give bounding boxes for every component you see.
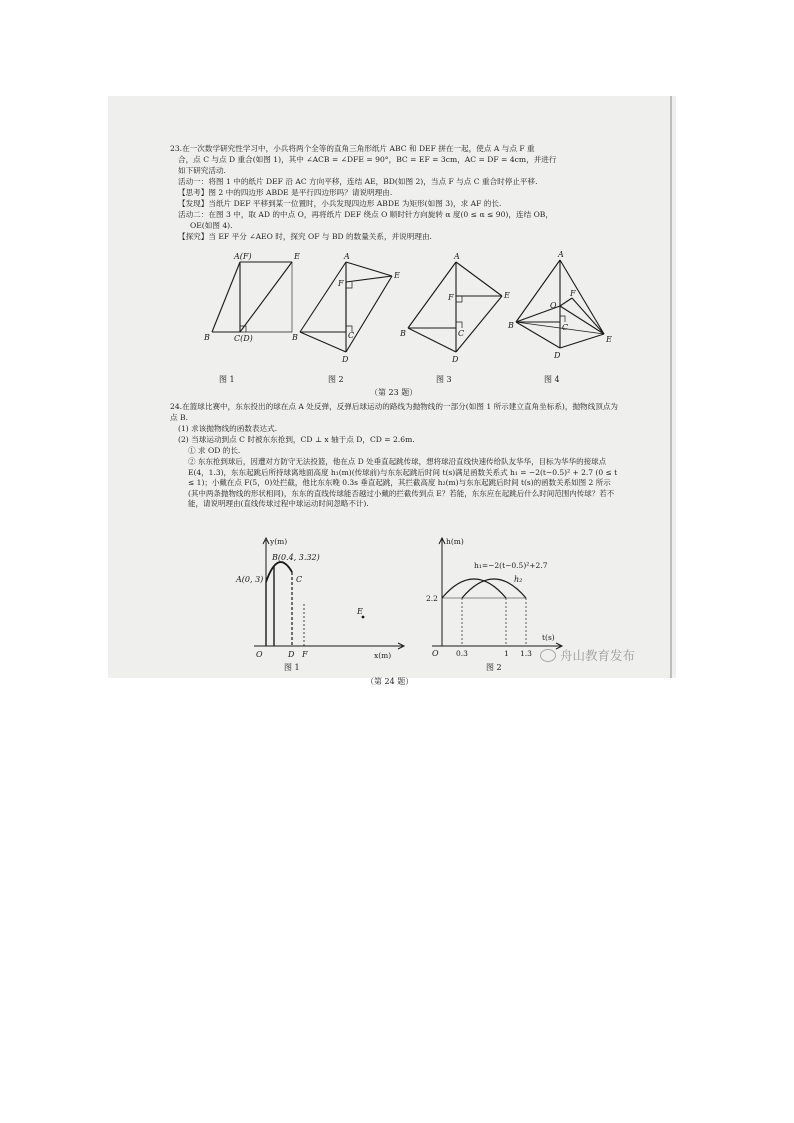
fig1-point-e: E: [357, 607, 363, 616]
fig2-y-tick-2-2: 2.2: [426, 594, 438, 603]
q24-fig1-caption: 图 1: [284, 663, 300, 672]
svg-text:E: E: [294, 252, 300, 261]
q24-sub-2: (2) 当球运动到点 C 时被东东抢到，CD ⊥ x 轴于点 D，CD = 2.6m.: [178, 435, 415, 444]
fig1-point-b: B(0.4, 3.32): [272, 553, 320, 562]
q23-line-5: 【思考】图 2 中的四边形 ABDE 是平行四边形吗？请说明理由.: [178, 188, 393, 197]
svg-text:B: B: [508, 321, 514, 330]
fig2-t-tick-0-3: 0.3: [456, 649, 468, 658]
q24-sub-2a: ① 求 OD 的长.: [188, 446, 241, 455]
q23-fig3-caption: 图 3: [436, 375, 452, 384]
svg-text:F: F: [338, 279, 344, 288]
fig2-h2-label: h₂: [514, 575, 523, 584]
svg-text:A(F): A(F): [234, 252, 252, 261]
svg-text:D: D: [554, 351, 561, 360]
svg-text:A: A: [344, 252, 350, 261]
q23-line-9: 【探究】当 EF 平分 ∠AEO 时，探究 OF 与 BD 的数量关系，并说明理由.: [178, 232, 432, 241]
svg-text:B: B: [400, 329, 406, 338]
q24-fig2-caption: 图 2: [486, 663, 502, 672]
svg-text:C: C: [562, 323, 569, 332]
q23-line-3: 如下研究活动.: [178, 166, 226, 175]
scanned-exam-page: [108, 96, 676, 686]
q24-fig1-graph: [236, 534, 409, 660]
svg-text:A: A: [454, 252, 460, 261]
fig2-y-label: h(m): [446, 537, 464, 546]
q23-fig2-caption: 图 2: [328, 375, 344, 384]
wechat-icon: [540, 649, 556, 662]
q23-line-4: 活动一：将图 1 中的纸片 DEF 沿 AC 方向平移，连结 AE，BD(如图 2)，当点 F 与点 C 重合时停止平移.: [178, 177, 538, 186]
svg-text:F: F: [570, 289, 576, 298]
q23-line-2: 合，点 C 与点 D 重合(如图 1)，其中 ∠ACB = ∠DFE = 90°，BC = EF = 3cm，AC = DF = 4cm，并进行: [178, 155, 557, 164]
fig2-t-tick-1: 1: [504, 649, 509, 658]
svg-text:E: E: [394, 271, 400, 280]
q24-intro: 24.在篮球比赛中，东东投出的球在点 A 处反弹，反弹后球运动的路线为抛物线的一部分(如图 1 所示建立直角坐标系)，抛物线顶点为点 B.: [170, 402, 619, 422]
svg-text:E: E: [606, 335, 612, 344]
fig2-t-tick-1-3: 1.3: [520, 649, 532, 658]
svg-text:A: A: [558, 250, 564, 259]
fig1-origin: O: [256, 650, 263, 659]
svg-text:C(D): C(D): [234, 334, 253, 343]
q23-line-1: 23.在一次数学研究性学习中，小兵将两个全等的直角三角形纸片 ABC 和 DEF 拼在一起，使点 A 与点 F 重: [170, 144, 535, 153]
svg-text:E: E: [504, 291, 510, 300]
svg-text:D: D: [342, 355, 349, 364]
fig1-point-c: C: [296, 575, 303, 584]
svg-text:C: C: [348, 331, 355, 340]
svg-text:B: B: [204, 333, 210, 342]
svg-text:D: D: [452, 355, 459, 364]
q23-line-8: OE(如图 4).: [190, 221, 233, 230]
q23-footer: （第 23 题）: [370, 388, 418, 397]
q23-line-6: 【发现】当纸片 DEF 平移到某一位置时，小兵发现四边形 ABDE 为矩形(如图 3)，求 AF 的长.: [178, 199, 502, 208]
fig2-x-label: t(s): [542, 633, 555, 642]
svg-text:F: F: [448, 293, 454, 302]
q24-footer: （第 24 题）: [366, 677, 414, 686]
q24-fig2-graph: [422, 532, 582, 658]
q23-figures: [194, 250, 654, 370]
svg-text:O: O: [550, 301, 557, 310]
fig1-x-label: x(m): [374, 651, 392, 660]
fig2-h1-equation: h₁=−2(t−0.5)²+2.7: [474, 561, 548, 570]
fig1-point-f: F: [302, 650, 308, 659]
fig2-origin: O: [432, 649, 439, 658]
fig1-y-label: y(m): [270, 537, 288, 546]
q23-line-7: 活动二：在图 3 中，取 AD 的中点 O，再将纸片 DEF 绕点 O 顺时针方向旋转 α 度(0 ≤ α ≤ 90)，连结 OB，: [178, 210, 553, 219]
page-edge-line: [670, 96, 672, 678]
watermark-text: 舟山教育发布: [560, 648, 636, 663]
q23-fig4-caption: 图 4: [544, 375, 560, 384]
svg-text:B: B: [292, 333, 298, 342]
fig1-point-d: D: [288, 650, 295, 659]
q24-sub-1: (1) 求该抛物线的函数表达式.: [178, 424, 278, 433]
watermark: [540, 646, 635, 664]
q24-sub-2b: ② 东东抢到球后，因遭对方防守无法投篮，他在点 D 处垂直起跳传球，想将球沿直线快速传给队友华华，目标为华华的接球点 E(4，1.3)，东东起跳后所持球离地面高度 h₁(m)(传球前)与东东起跳后时间 t(s)满足函数关系式 h₁ = −2(t−0.5)² + 2.7 (0 ≤ t ≤ 1)；小戴在点 F(5，0)处拦截，他比东东晚 0.3s 垂直起跳，其拦截高度 h₂(m)与东东起跳后时间 t(s)的函数关系如图 2 所示(其中两条抛物线的形状相同)，东东的直线传球能否越过小戴的拦截传到点 E？若能，东东应在起跳后什么时间范围内传球？若不能，请说明理由(直线传球过程中球运动时间忽略不计).: [188, 457, 618, 508]
fig1-point-a: A(0, 3): [236, 575, 264, 584]
svg-text:C: C: [458, 329, 465, 338]
q23-fig1-caption: 图 1: [219, 375, 235, 384]
